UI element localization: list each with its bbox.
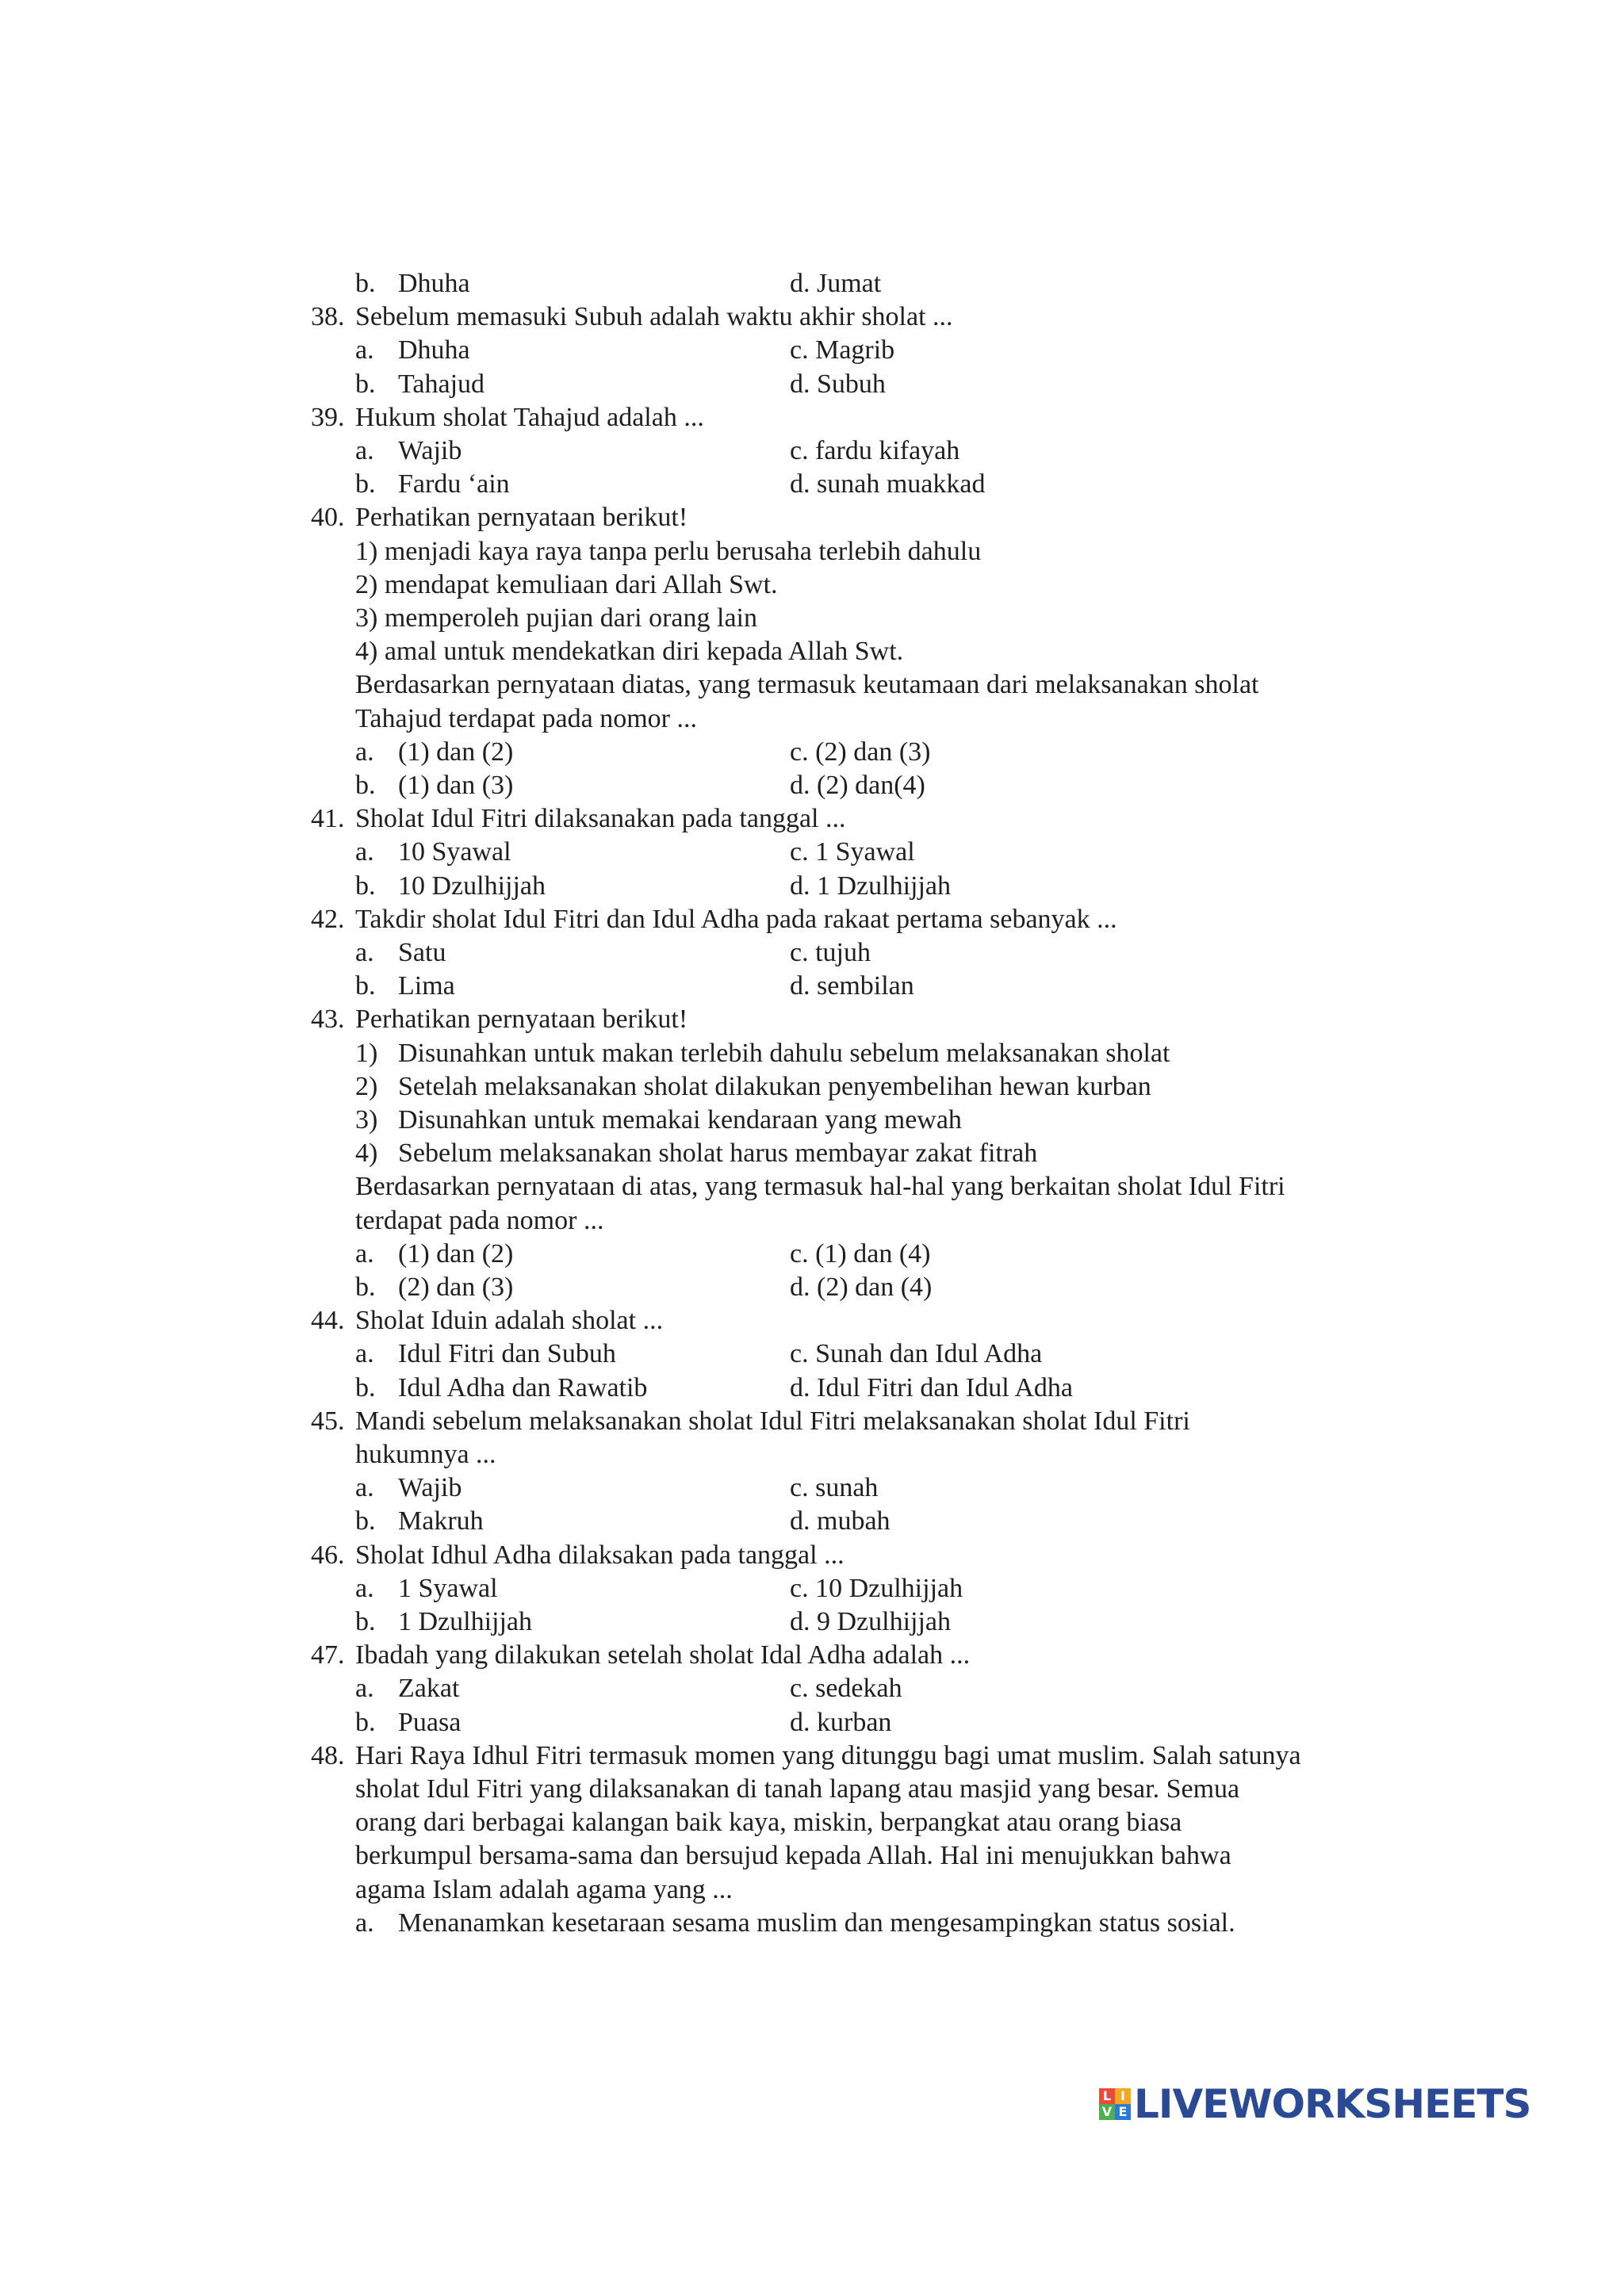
option-letter: a. xyxy=(355,837,374,867)
question-text: Sholat Idhul Adha dilaksakan pada tanggal ... xyxy=(355,1540,845,1570)
question-text: Sholat Iduin adalah sholat ... xyxy=(355,1306,664,1336)
option-letter: b. xyxy=(355,469,376,499)
option-text-right: d. sembilan xyxy=(790,971,914,1001)
body-text: terdapat pada nomor ... xyxy=(355,1205,604,1235)
body-text: 2) mendapat kemuliaan dari Allah Swt. xyxy=(355,569,778,599)
option-letter: a. xyxy=(355,1573,374,1603)
option-text: Makruh xyxy=(398,1506,484,1536)
question-text: Hari Raya Idhul Fitri termasuk momen yang ditunggu bagi umat muslim. Salah satunya xyxy=(355,1740,1301,1770)
logo-mark-icon xyxy=(1099,2088,1131,2120)
body-text: 4) amal untuk mendekatkan diri kepada Allah Swt. xyxy=(355,637,904,667)
option-letter: b. xyxy=(355,971,376,1001)
option-text: Satu xyxy=(398,938,446,967)
body-text: Tahajud terdapat pada nomor ... xyxy=(355,703,697,733)
option-text-right: c. sedekah xyxy=(790,1674,902,1704)
option-text: Idul Adha dan Rawatib xyxy=(398,1372,648,1402)
option-letter: a. xyxy=(355,436,374,465)
question-text: Mandi sebelum melaksanakan sholat Idul Fitri melaksanakan sholat Idul Fitri xyxy=(355,1406,1190,1436)
option-letter: a. xyxy=(355,938,374,967)
liveworksheets-logo xyxy=(1099,2080,1531,2128)
option-letter: b. xyxy=(355,1272,376,1302)
option-text: Tahajud xyxy=(398,369,485,399)
question-number: 40. xyxy=(311,503,345,533)
question-text: Perhatikan pernyataan berikut! xyxy=(355,1004,688,1035)
option-letter: b. xyxy=(355,771,376,800)
option-letter: b. xyxy=(355,1707,376,1737)
option-text-right: c. (2) dan (3) xyxy=(790,737,931,767)
list-marker: 2) xyxy=(355,1071,378,1101)
logo-mark-letter: I xyxy=(1115,2088,1131,2104)
option-letter: b. xyxy=(355,871,376,901)
option-text-right: d. sunah muakkad xyxy=(790,469,986,499)
question-text: Perhatikan pernyataan berikut! xyxy=(355,503,688,533)
question-number: 39. xyxy=(311,402,345,432)
option-letter: a. xyxy=(355,737,374,767)
body-text: Berdasarkan pernyataan di atas, yang termasuk hal-hal yang berkaitan sholat Idul Fitri xyxy=(355,1172,1285,1202)
list-text: Disunahkan untuk makan terlebih dahulu sebelum melaksanakan sholat xyxy=(398,1038,1170,1068)
option-text-right: d. Jumat xyxy=(790,269,882,298)
option-text-right: d. (2) dan(4) xyxy=(790,771,925,800)
body-text: Berdasarkan pernyataan diatas, yang termasuk keutamaan dari melaksanakan sholat xyxy=(355,670,1259,700)
question-text: Ibadah yang dilakukan setelah sholat Idal Adha adalah ... xyxy=(355,1640,971,1670)
option-text: Idul Fitri dan Subuh xyxy=(398,1339,616,1369)
option-text-right: d. mubah xyxy=(790,1506,891,1536)
option-text: (1) dan (2) xyxy=(398,1238,514,1269)
option-text-right: d. 1 Dzulhijjah xyxy=(790,871,952,901)
question-number: 41. xyxy=(311,804,345,834)
list-text: Setelah melaksanakan sholat dilakukan penyembelihan hewan kurban xyxy=(398,1071,1151,1101)
question-number: 42. xyxy=(311,904,345,934)
question-number: 43. xyxy=(311,1004,345,1035)
list-marker: 1) xyxy=(355,1038,378,1068)
option-text: (2) dan (3) xyxy=(398,1272,514,1302)
body-text: sholat Idul Fitri yang dilaksanakan di tanah lapang atau masjid yang besar. Semua xyxy=(355,1774,1240,1804)
option-text: (1) dan (2) xyxy=(398,737,514,767)
option-text: Fardu ‘ain xyxy=(398,469,510,499)
option-letter: a. xyxy=(355,335,374,365)
body-text: 1) menjadi kaya raya tanpa perlu berusaha terlebih dahulu xyxy=(355,536,982,566)
option-text: 1 Dzulhijjah xyxy=(398,1607,533,1636)
option-letter: a. xyxy=(355,1473,374,1503)
body-text: hukumnya ... xyxy=(355,1440,496,1469)
option-text-right: d. (2) dan (4) xyxy=(790,1272,933,1302)
logo-mark-letter: L xyxy=(1099,2088,1115,2104)
question-number: 48. xyxy=(311,1740,345,1770)
option-text: 10 Dzulhijjah xyxy=(398,871,546,901)
option-text: (1) dan (3) xyxy=(398,771,514,800)
option-text-right: d. Subuh xyxy=(790,369,886,399)
list-text: Menanamkan kesetaraan sesama muslim dan mengesampingkan status sosial. xyxy=(398,1908,1235,1938)
option-letter: b. xyxy=(355,1372,376,1402)
body-text: orang dari berbagai kalangan baik kaya, miskin, berpangkat atau orang biasa xyxy=(355,1808,1182,1838)
option-text-right: c. 1 Syawal xyxy=(790,837,915,867)
logo-mark-letter: V xyxy=(1099,2104,1115,2120)
option-text-right: c. Sunah dan Idul Adha xyxy=(790,1339,1043,1369)
question-number: 46. xyxy=(311,1540,345,1570)
question-text: Sholat Idul Fitri dilaksanakan pada tanggal ... xyxy=(355,804,846,834)
option-letter: b. xyxy=(355,1607,376,1636)
option-text: Dhuha xyxy=(398,335,470,365)
option-text: Dhuha xyxy=(398,269,470,298)
option-text: Lima xyxy=(398,971,455,1001)
option-text-right: c. fardu kifayah xyxy=(790,436,960,465)
option-text: Wajib xyxy=(398,1473,462,1503)
question-text: Takdir sholat Idul Fitri dan Idul Adha pada rakaat pertama sebanyak ... xyxy=(355,904,1117,934)
option-letter: a. xyxy=(355,1238,374,1269)
option-text: Puasa xyxy=(398,1707,462,1737)
option-letter: a. xyxy=(355,1339,374,1369)
list-marker: a. xyxy=(355,1908,374,1938)
option-text: Wajib xyxy=(398,436,462,465)
option-text-right: c. 10 Dzulhijjah xyxy=(790,1573,963,1603)
option-text: 10 Syawal xyxy=(398,837,511,867)
option-letter: b. xyxy=(355,369,376,399)
option-text-right: c. tujuh xyxy=(790,938,871,967)
option-text: 1 Syawal xyxy=(398,1573,498,1603)
question-text: Hukum sholat Tahajud adalah ... xyxy=(355,402,704,432)
body-text: berkumpul bersama-sama dan bersujud kepada Allah. Hal ini menujukkan bahwa xyxy=(355,1841,1231,1871)
body-text: agama Islam adalah agama yang ... xyxy=(355,1874,733,1904)
option-text-right: c. Magrib xyxy=(790,335,895,365)
option-text: Zakat xyxy=(398,1674,460,1704)
question-number: 47. xyxy=(311,1640,345,1670)
list-text: Sebelum melaksanakan sholat harus membayar zakat fitrah xyxy=(398,1138,1038,1169)
list-text: Disunahkan untuk memakai kendaraan yang mewah xyxy=(398,1105,962,1135)
option-text-right: d. Idul Fitri dan Idul Adha xyxy=(790,1372,1073,1402)
list-marker: 3) xyxy=(355,1105,378,1135)
question-number: 45. xyxy=(311,1406,345,1436)
question-text: Sebelum memasuki Subuh adalah waktu akhir sholat ... xyxy=(355,302,953,332)
option-letter: a. xyxy=(355,1674,374,1704)
option-text-right: c. (1) dan (4) xyxy=(790,1238,931,1269)
option-text-right: c. sunah xyxy=(790,1473,879,1503)
option-text-right: d. kurban xyxy=(790,1707,892,1737)
body-text: 3) memperoleh pujian dari orang lain xyxy=(355,603,757,633)
question-number: 44. xyxy=(311,1306,345,1336)
logo-text: LIVEWORKSHEETS xyxy=(1134,2081,1531,2127)
option-letter: b. xyxy=(355,1506,376,1536)
question-number: 38. xyxy=(311,302,345,332)
list-marker: 4) xyxy=(355,1138,378,1169)
option-text-right: d. 9 Dzulhijjah xyxy=(790,1607,952,1636)
option-letter: b. xyxy=(355,269,376,298)
logo-mark-letter: E xyxy=(1115,2104,1131,2120)
